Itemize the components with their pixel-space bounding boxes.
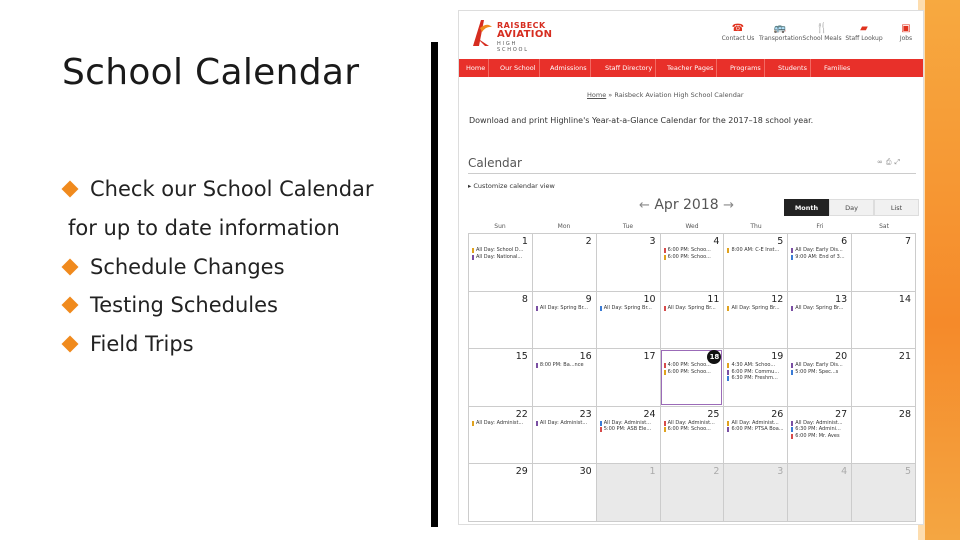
weekday-label: Thu <box>750 223 762 230</box>
calendar-event[interactable]: All Day: Spring Br... <box>791 305 849 312</box>
calendar-day-cell[interactable] <box>532 292 596 349</box>
day-number: 13 <box>835 293 848 305</box>
calendar-day-cell[interactable] <box>660 292 724 349</box>
calendar-event[interactable]: All Day: Administ... <box>600 420 658 427</box>
weekday-label: Sat <box>879 223 889 230</box>
event-list <box>791 362 849 375</box>
day-number: 18 <box>707 350 721 364</box>
calendar-day-cell[interactable] <box>596 349 660 406</box>
event-list <box>664 362 722 375</box>
event-list <box>791 247 849 260</box>
util-contact[interactable] <box>717 23 759 42</box>
bullet-text: Schedule Changes <box>90 255 285 279</box>
diamond-bullet-icon <box>62 181 79 198</box>
day-number: 20 <box>835 351 848 362</box>
calendar-event[interactable]: 8:00 AM: C-E Inst... <box>727 247 785 254</box>
day-number: 29 <box>515 466 528 477</box>
month-label: Apr 2018 <box>654 197 719 213</box>
print-icon[interactable]: ⎙ <box>885 158 895 166</box>
view-switcher <box>784 199 919 216</box>
calendar-event[interactable]: 6:00 PM: Schoo... <box>664 426 722 433</box>
calendar-day-cell[interactable] <box>532 407 596 464</box>
day-number: 1 <box>521 236 528 247</box>
calendar-event[interactable]: All Day: Administ... <box>472 420 530 427</box>
util-label: Staff Lookup <box>845 35 883 42</box>
nav-our-school[interactable]: Our School <box>497 59 540 77</box>
day-number: 6 <box>841 236 848 247</box>
next-month-arrow-icon[interactable]: → <box>723 198 735 213</box>
day-number: 26 <box>771 408 784 420</box>
website-screenshot <box>458 10 924 525</box>
calendar-week-row <box>468 234 916 292</box>
calendar-event[interactable]: 6:00 PM: Mr. Aves <box>791 433 849 440</box>
calendar-event[interactable]: All Day: Early Dis... <box>791 247 849 254</box>
nav-home[interactable]: Home <box>463 59 489 77</box>
event-list <box>791 420 849 440</box>
day-number: 23 <box>579 408 592 420</box>
calendar-day-cell[interactable] <box>723 407 787 464</box>
accent-bar <box>925 0 960 540</box>
event-list <box>600 420 658 433</box>
calendar-event[interactable]: 6:00 PM: Schoo... <box>664 247 722 254</box>
calendar-day-cell[interactable] <box>468 407 532 464</box>
breadcrumb-current: Raisbeck Aviation High School Calendar <box>614 91 744 99</box>
calendar-week-row <box>468 407 916 465</box>
day-number: 11 <box>707 293 720 305</box>
breadcrumb <box>587 91 744 99</box>
diamond-bullet-icon <box>62 259 79 276</box>
calendar-event[interactable]: 6:00 PM: Schoo... <box>664 369 722 376</box>
calendar-day-cell[interactable] <box>723 234 787 291</box>
calendar-day-cell[interactable] <box>851 407 916 464</box>
weekday-label: Fri <box>816 223 824 230</box>
calendar-day-cell[interactable] <box>596 464 660 521</box>
calendar-weeks <box>468 233 916 522</box>
event-list <box>472 420 530 427</box>
calendar-day-cell[interactable] <box>787 349 851 406</box>
expand-icon[interactable]: ⤢ <box>894 158 904 166</box>
bus-icon: 🚌 <box>773 23 787 34</box>
day-number: 7 <box>904 236 912 247</box>
day-number: 30 <box>579 466 592 477</box>
bullet-continuation: for up to date information <box>68 216 340 240</box>
calendar-event[interactable]: 9:00 AM: End of 3... <box>791 254 849 261</box>
nav-students[interactable]: Students <box>775 59 811 77</box>
calendar-event[interactable]: All Day: Spring Br... <box>600 305 658 312</box>
day-number: 28 <box>898 408 912 420</box>
day-number: 5 <box>777 236 784 247</box>
calendar-event[interactable]: 6:00 PM: Commu... <box>727 369 785 376</box>
util-label: Contact Us <box>721 35 755 42</box>
weekday-label: Tue <box>622 223 634 230</box>
staff-icon: ▰ <box>860 23 868 34</box>
bullet-item <box>62 332 194 356</box>
plane-logo-icon <box>471 18 493 48</box>
util-transportation[interactable] <box>759 23 801 42</box>
day-number: 24 <box>643 408 656 420</box>
event-list <box>664 247 722 260</box>
calendar-day-cell[interactable] <box>468 349 532 406</box>
intro-text[interactable]: Download and print Highline's Year-at-a-Glance Calendar for the 2017–18 school year. <box>469 116 814 125</box>
bullet-text: Check our School Calendar <box>90 177 374 201</box>
breadcrumb-separator: » <box>608 91 613 99</box>
month-navigator <box>639 197 734 213</box>
bullet-text: Field Trips <box>90 332 194 356</box>
weekday-header <box>468 223 916 233</box>
weekday-label: Sun <box>494 223 506 230</box>
calendar-day-cell[interactable] <box>596 292 660 349</box>
phone-icon: ☎ <box>731 23 745 34</box>
bullet-item <box>62 255 285 279</box>
calendar-day-cell[interactable] <box>660 464 724 521</box>
calendar-event[interactable]: All Day: Administ... <box>727 420 785 427</box>
divider-bar <box>431 42 438 527</box>
calendar-day-cell[interactable] <box>787 407 851 464</box>
event-list <box>727 247 785 254</box>
subscribe-icon[interactable]: ∞ <box>877 158 886 166</box>
utility-links <box>717 23 924 53</box>
calendar-event[interactable]: 6:00 PM: PTSA Boa... <box>727 426 785 433</box>
calendar-day-cell[interactable] <box>787 234 851 291</box>
calendar-heading: Calendar <box>468 156 522 170</box>
event-list <box>536 305 594 312</box>
calendar-event[interactable]: 6:30 PM: Admini... <box>791 426 849 433</box>
util-label: Transportation <box>759 35 803 42</box>
day-number: 21 <box>898 351 912 362</box>
calendar-event[interactable]: All Day: National... <box>472 254 530 261</box>
day-number: 3 <box>649 236 656 247</box>
calendar-week-row <box>468 349 916 407</box>
util-label: Jobs <box>899 35 913 42</box>
calendar-tools <box>877 158 903 167</box>
util-staff[interactable] <box>843 23 885 42</box>
slide-title: School Calendar <box>62 52 360 93</box>
event-list <box>600 305 658 312</box>
nav-staff-directory[interactable]: Staff Directory <box>602 59 656 77</box>
prev-month-arrow-icon[interactable]: ← <box>639 198 650 213</box>
calendar-day-cell[interactable] <box>660 407 724 464</box>
calendar-day-cell[interactable] <box>851 234 916 291</box>
diamond-bullet-icon <box>62 297 79 314</box>
calendar-event[interactable]: All Day: Spring Br... <box>536 305 594 312</box>
day-number: 12 <box>771 293 784 305</box>
day-number: 16 <box>579 351 592 362</box>
util-jobs[interactable] <box>885 23 924 42</box>
day-number: 5 <box>904 466 912 477</box>
event-list <box>727 305 785 312</box>
weekday-label: Mon <box>557 223 571 230</box>
logo-line-3: HIGH SCHOOL <box>497 41 529 53</box>
calendar-day-cell[interactable] <box>787 292 851 349</box>
calendar-event[interactable]: 5:00 PM: ASB Ele... <box>600 426 658 433</box>
weekday-label: Wed <box>685 223 699 230</box>
calendar-day-cell[interactable] <box>851 349 916 406</box>
calendar-event[interactable]: 6:30 PM: Freshm... <box>727 375 785 382</box>
bullet-item <box>62 177 374 201</box>
calendar-event[interactable]: All Day: Administ... <box>536 420 594 427</box>
calendar-day-cell[interactable] <box>596 234 660 291</box>
calendar-day-cell[interactable] <box>596 407 660 464</box>
calendar-event[interactable]: 4:30 AM: Schoo... <box>727 362 785 369</box>
day-number: 9 <box>585 293 592 305</box>
calendar-event[interactable]: All Day: Early Dis... <box>791 362 849 369</box>
nav-families[interactable]: Families <box>824 64 851 72</box>
day-number: 2 <box>585 236 592 247</box>
calendar-event[interactable]: 8:00 PM: Ba...nce <box>536 362 594 369</box>
day-number: 8 <box>521 293 528 305</box>
event-list <box>472 247 530 260</box>
diamond-bullet-icon <box>62 336 79 353</box>
calendar-day-today[interactable] <box>660 349 724 406</box>
event-list <box>727 362 785 382</box>
calendar-day-cell[interactable] <box>723 349 787 406</box>
main-nav <box>459 59 924 77</box>
day-number: 4 <box>713 236 720 247</box>
calendar-event[interactable]: 5:00 PM: Spec...s <box>791 369 849 376</box>
day-number: 10 <box>643 293 656 305</box>
event-list <box>536 362 594 369</box>
day-number: 27 <box>835 408 848 420</box>
calendar-day-cell[interactable] <box>723 292 787 349</box>
calendar-event[interactable]: All Day: Spring Br... <box>727 305 785 312</box>
day-number: 14 <box>898 293 912 305</box>
util-label: School Meals <box>802 35 842 42</box>
calendar-day-cell[interactable] <box>532 234 596 291</box>
logo-line-1: RAISBECK <box>497 21 546 30</box>
bullet-text: Testing Schedules <box>90 293 278 317</box>
view-list-button[interactable]: List <box>874 199 919 216</box>
calendar-day-cell[interactable] <box>468 464 532 521</box>
calendar-event[interactable]: All Day: School D... <box>472 247 530 254</box>
day-number: 22 <box>515 408 528 420</box>
fork-knife-icon: 🍴 <box>815 23 829 34</box>
bullet-item <box>62 293 278 317</box>
calendar-day-cell[interactable] <box>851 292 916 349</box>
calendar-week-row <box>468 464 916 522</box>
event-list <box>536 420 594 427</box>
calendar-day-cell[interactable] <box>723 464 787 521</box>
calendar-day-cell[interactable] <box>532 464 596 521</box>
day-number: 2 <box>713 466 720 477</box>
calendar-grid <box>468 223 916 522</box>
calendar-event[interactable]: All Day: Spring Br... <box>664 305 722 312</box>
calendar-day-cell[interactable] <box>787 464 851 521</box>
calendar-event[interactable]: 6:00 PM: Schoo... <box>664 254 722 261</box>
calendar-day-cell[interactable] <box>660 234 724 291</box>
calendar-event[interactable]: 4:00 PM: Schoo... <box>664 362 722 369</box>
day-number: 25 <box>707 408 720 420</box>
calendar-day-cell[interactable] <box>532 349 596 406</box>
event-list <box>727 420 785 433</box>
calendar-event[interactable]: All Day: Administ... <box>791 420 849 427</box>
briefcase-icon: ▣ <box>901 23 911 34</box>
day-number: 4 <box>841 466 848 477</box>
view-day-button[interactable]: Day <box>829 199 874 216</box>
school-logo[interactable] <box>469 16 553 53</box>
nav-programs[interactable]: Programs <box>727 59 765 77</box>
breadcrumb-home-link[interactable]: Home <box>587 91 607 99</box>
day-number: 15 <box>515 351 528 362</box>
day-number: 1 <box>649 466 656 477</box>
day-number: 17 <box>643 351 656 362</box>
day-number: 19 <box>771 351 784 362</box>
calendar-day-cell[interactable] <box>468 234 532 291</box>
nav-admissions[interactable]: Admissions <box>547 59 591 77</box>
view-month-button[interactable]: Month <box>784 199 829 216</box>
event-list <box>791 305 849 312</box>
nav-teacher-pages[interactable]: Teacher Pages <box>664 59 717 77</box>
customize-view-link[interactable]: ▸ Customize calendar view <box>468 182 555 190</box>
calendar-event[interactable]: All Day: Administ... <box>664 420 722 427</box>
event-list <box>664 305 722 312</box>
event-list <box>664 420 722 433</box>
calendar-day-cell[interactable] <box>468 292 532 349</box>
day-number: 3 <box>777 466 784 477</box>
calendar-divider <box>468 173 916 174</box>
calendar-day-cell[interactable] <box>851 464 916 521</box>
logo-line-2: AVIATION <box>497 29 553 40</box>
util-meals[interactable] <box>801 23 843 42</box>
calendar-week-row <box>468 292 916 350</box>
